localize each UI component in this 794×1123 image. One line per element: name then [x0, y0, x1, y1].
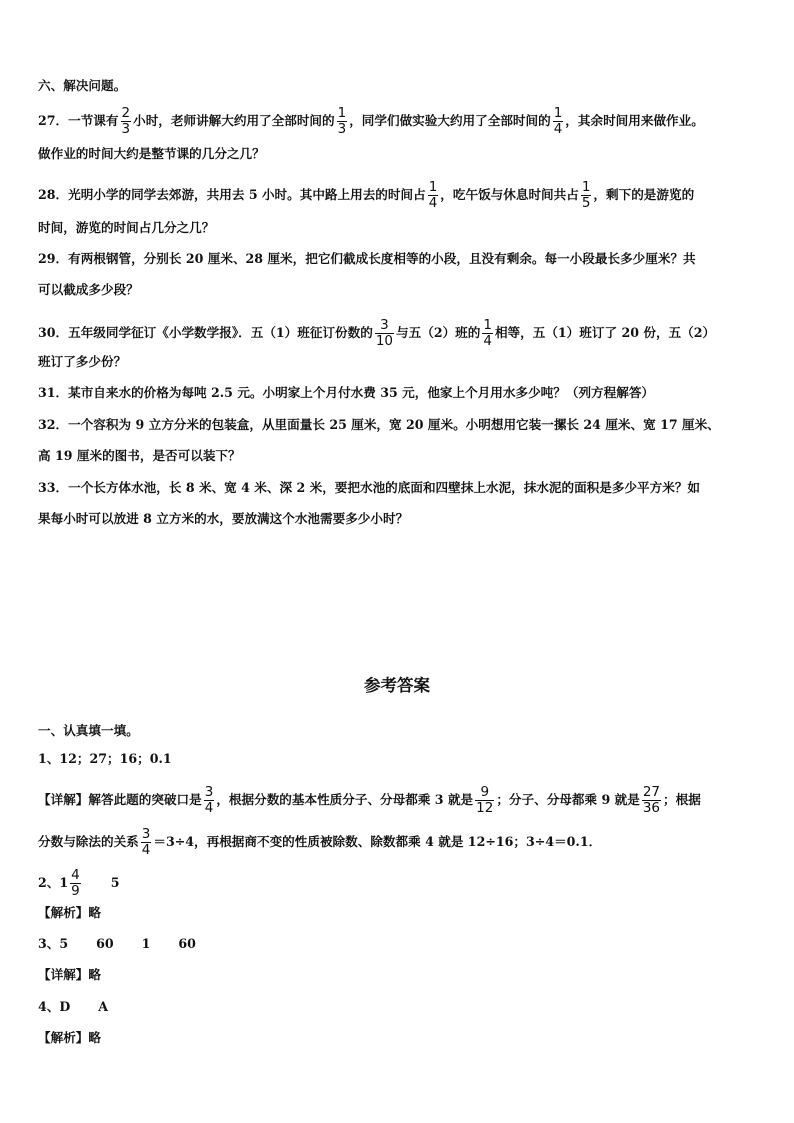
- text: 30．五年级同学征订《小学数学报》．五（1）班征订份数的: [38, 325, 373, 340]
- fraction: [553, 106, 564, 137]
- text: ＝3÷4，再根据商不变的性质被除数、除数都乘 4 就是 12÷16；3÷4＝0.1．: [153, 834, 602, 849]
- question-32-line1: 32．一个容积为 9 立方分米的包装盒，从里面量长 25 厘米，宽 20 厘米。小明想用它装一摞长 24 厘米、宽 17 厘米、: [38, 417, 720, 432]
- text: 60: [178, 936, 196, 951]
- denominator: 4: [483, 333, 492, 349]
- fraction: [204, 785, 215, 816]
- numerator: 2: [121, 105, 131, 121]
- denominator: 9: [71, 883, 80, 899]
- numerator: 1: [428, 179, 438, 195]
- numerator: 3: [380, 317, 389, 333]
- text: 60: [96, 936, 114, 951]
- text: 5: [110, 875, 120, 890]
- answer-2-note: 【解析】略: [38, 905, 101, 920]
- numerator: 27: [642, 784, 660, 800]
- text: A: [98, 999, 109, 1014]
- text: 1: [141, 936, 151, 951]
- numerator: 1: [553, 105, 563, 121]
- answer-1-detail-line2: [38, 827, 756, 858]
- answer-4: [38, 999, 756, 1015]
- denominator: 36: [642, 800, 660, 816]
- text: ，吃午饭与休息时间共占: [440, 187, 579, 202]
- answer-1: 1、12；27；16；0.1: [38, 751, 172, 766]
- question-29-line1: 29．有两根钢管，分别长 20 厘米、28 厘米，把它们截成长度相等的小段，且没有剩余。每一小段最长多少厘米？共: [38, 251, 696, 266]
- denominator: 4: [428, 195, 438, 211]
- fraction: [375, 318, 394, 349]
- text: 4、D: [38, 999, 71, 1014]
- text: 【详解】解答此题的突破口是: [38, 792, 202, 807]
- text: 28．光明小学的同学去郊游，共用去 5 小时。其中路上用去的时间占: [38, 187, 426, 202]
- question-28-line1: [38, 180, 756, 211]
- fraction: [121, 106, 132, 137]
- fraction: [428, 180, 439, 211]
- denominator: 12: [476, 800, 494, 816]
- text: 分数与除法的关系: [38, 834, 139, 849]
- fraction: [642, 785, 661, 816]
- numerator: 1: [483, 317, 492, 333]
- numerator: 3: [141, 826, 151, 842]
- text: ，剩下的是游览的: [593, 187, 695, 202]
- answer-2: [38, 868, 756, 899]
- numerator: 1: [337, 105, 347, 121]
- fraction: [337, 106, 348, 137]
- denominator: 3: [337, 121, 347, 137]
- question-31: 31．某市自来水的价格为每吨 2.5 元。小明家上个月付水费 35 元，他家上个月用水多少吨？（列方程解答）: [38, 385, 655, 400]
- text: ；分子、分母都乘 9 就是: [496, 792, 640, 807]
- answers-section1-title: 一、认真填一填。: [38, 723, 139, 738]
- question-32-line2: 高 19 厘米的图书，是否可以装下？: [38, 448, 241, 463]
- answer-4-note: 【解析】略: [38, 1030, 101, 1045]
- text: 与五（2）班的: [396, 325, 481, 340]
- fraction: [475, 785, 494, 816]
- fraction: [581, 180, 592, 211]
- denominator: 4: [204, 800, 214, 816]
- question-27-line1: [38, 106, 756, 137]
- denominator: 3: [121, 121, 131, 137]
- question-27-line2: 做作业的时间大约是整节课的几分之几？: [38, 146, 265, 161]
- fraction: [482, 318, 493, 349]
- answers-heading: 参考答案: [364, 676, 430, 695]
- text: 3、5: [38, 936, 69, 951]
- question-33-line2: 果每小时可以放进 8 立方米的水，要放满这个水池需要多少小时？: [38, 511, 409, 526]
- question-28-line2: 时间，游览的时间占几分之几？: [38, 220, 215, 235]
- text: 2、: [38, 875, 60, 890]
- question-33-line1: 33．一个长方体水池，长 8 米、宽 4 米、深 2 米，要把水池的底面和四壁抹上水泥，抹水泥的面积是多少平方米？如: [38, 480, 701, 495]
- denominator: 4: [141, 842, 151, 858]
- fraction: [70, 868, 81, 899]
- numerator: 4: [71, 867, 80, 883]
- text: 小时，老师讲解大约用了全部时间的: [133, 113, 335, 128]
- answer-1-detail-line1: [38, 785, 756, 816]
- question-30-line2: 班订了多少份？: [38, 354, 127, 369]
- text: 相等，五（1）班订了 20 份，五（2）: [494, 325, 716, 340]
- section-title: 六、解决问题。: [38, 78, 127, 93]
- text: ，同学们做实验大约用了全部时间的: [349, 113, 551, 128]
- denominator: 4: [553, 121, 563, 137]
- question-29-line2: 可以截成多少段？: [38, 282, 139, 297]
- text: ；根据: [663, 792, 701, 807]
- text: 27．一节课有: [38, 113, 119, 128]
- denominator: 10: [375, 333, 394, 349]
- numerator: 1: [581, 179, 591, 195]
- answer-3: [38, 936, 756, 952]
- denominator: 5: [581, 195, 591, 211]
- question-30-line1: [38, 318, 756, 349]
- numerator: 9: [480, 784, 490, 800]
- text: ，其余时间用来做作业。: [565, 113, 704, 128]
- fraction: [141, 827, 152, 858]
- text: ，根据分数的基本性质分子、分母都乘 3 就是: [216, 792, 474, 807]
- numerator: 3: [204, 784, 214, 800]
- answer-3-note: 【详解】略: [38, 967, 101, 982]
- whole-number: 1: [59, 875, 69, 890]
